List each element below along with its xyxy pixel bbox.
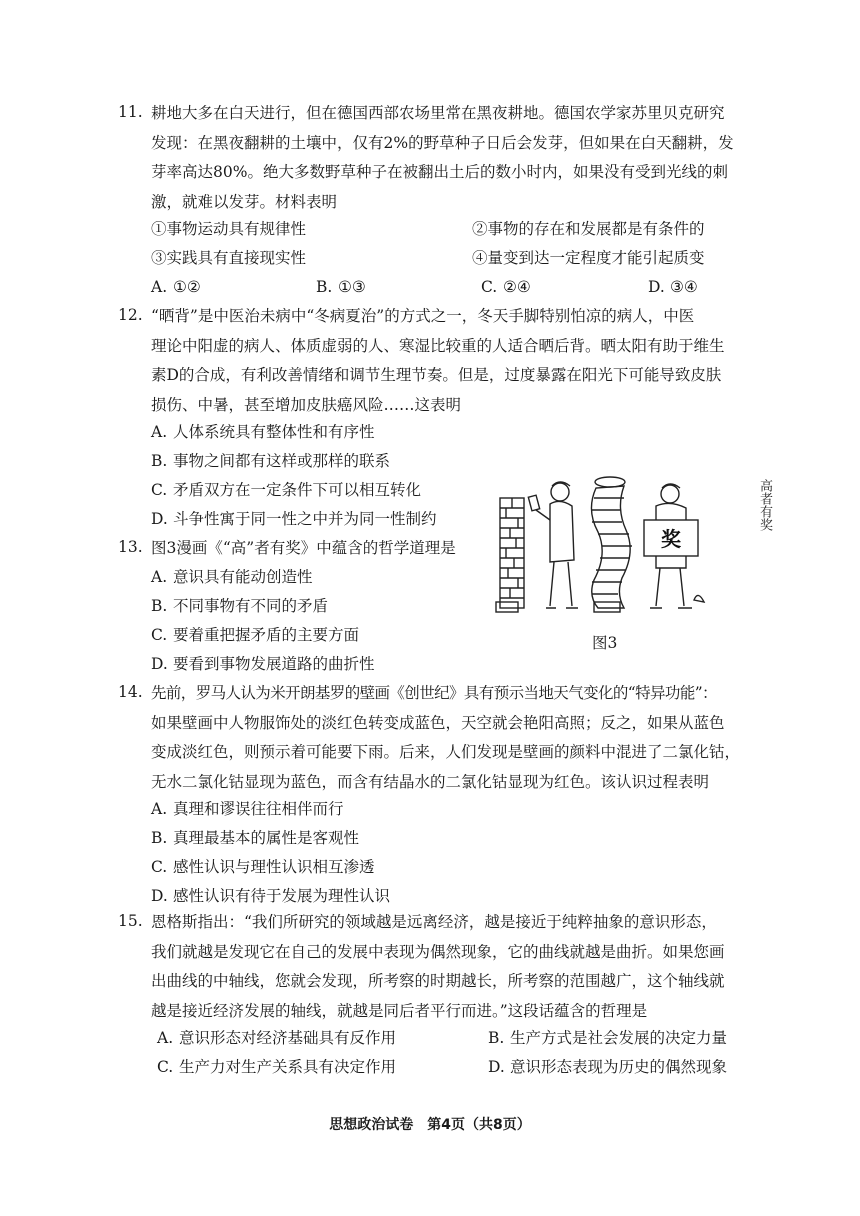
stem-line: 恩格斯指出：“我们所研究的领域越是远离经济，越是接近于纯粹抽象的意识形态， [151, 913, 717, 931]
stem-line: “晒背”是中医治未病中“冬病夏治”的方式之一，冬天手脚特别怕凉的病人，中医 [151, 307, 695, 325]
choice-b[interactable] [151, 447, 390, 476]
choice-label: B. [151, 452, 168, 470]
choice-a[interactable] [151, 418, 375, 447]
choice-label: D. [151, 655, 168, 673]
choice-text: 意识形态对经济基础具有反作用 [179, 1029, 397, 1047]
choice-text: 真理最基本的属性是客观性 [173, 829, 360, 847]
choice-a[interactable] [157, 1024, 396, 1053]
choice-text: 不同事物有不同的矛盾 [173, 597, 329, 615]
question-stem [151, 99, 758, 217]
question-stem [151, 908, 758, 1026]
short-wall-icon [500, 498, 524, 608]
stem-line: 激，就难以发芽。材料表明 [151, 192, 338, 211]
choice-text: ③④ [670, 278, 698, 296]
choice-a[interactable] [151, 273, 201, 302]
statement-4: ④量变到达一定程度才能引起质变 [472, 249, 705, 267]
page-footer: 思想政治试卷 第4页（共8页） [329, 1117, 531, 1133]
choice-a[interactable] [151, 795, 344, 824]
choice-text: ①② [173, 278, 201, 296]
cartoon-figure [490, 470, 772, 650]
question-number: 14. [118, 683, 143, 701]
choice-label: C. [151, 626, 168, 644]
statement-2: ②事物的存在和发展都是有条件的 [472, 220, 705, 238]
choice-label: A. [151, 423, 168, 441]
choice-text: 矛盾双方在一定条件下可以相互转化 [173, 481, 422, 499]
choice-c[interactable] [151, 476, 421, 505]
stem-line: 理论中阳虚的病人、体质虚弱的人、寒湿比较重的人适合晒后背。晒太阳有助于维生 [151, 336, 725, 355]
stem-line: 损伤、中暑，甚至增加皮肤癌风险……这表明 [151, 395, 462, 414]
choice-text: 感性认识与理性认识相互渗透 [173, 858, 375, 876]
stem-line: 如果壁画中人物服饰处的淡红色转变成蓝色，天空就会艳阳高照；反之，如果从蓝色 [151, 713, 725, 732]
choice-c[interactable] [157, 1053, 396, 1082]
choice-b[interactable] [316, 273, 366, 302]
question-stem [151, 679, 758, 797]
choice-b[interactable] [151, 592, 328, 621]
question-stem [151, 302, 758, 420]
stem-line: 变成淡红色，则预示着可能要下雨。后来，人们发现是壁画的颜料中混进了二氯化钴， [151, 743, 741, 761]
question-stem: 图3漫画《“高”者有奖》中蕴含的哲学道理是 [151, 539, 456, 557]
question-13 [118, 534, 478, 564]
choice-c[interactable] [151, 853, 375, 882]
choice-a[interactable] [151, 563, 313, 592]
choice-text: 真理和谬误往往相伴而行 [173, 800, 344, 818]
choice-text: 人体系统具有整体性和有序性 [173, 423, 375, 441]
choice-text: ①③ [338, 278, 366, 296]
choice-label: A. [157, 1029, 174, 1047]
stem-line: 越是接近经济发展的轴线，就越是同后者平行而进。”这段话蕴含的哲理是 [151, 1001, 648, 1020]
stem-line: 先前，罗马人认为米开朗基罗的壁画《创世纪》具有预示当地天气变化的“特异功能”： [151, 684, 717, 702]
question-number: 13. [118, 538, 143, 556]
choice-label: B. [316, 278, 333, 296]
choice-label: C. [481, 278, 498, 296]
choice-label: B. [151, 597, 168, 615]
choice-d[interactable] [648, 273, 698, 302]
choice-text: 意识形态表现为历史的偶然现象 [510, 1058, 728, 1076]
choice-text: 生产力对生产关系具有决定作用 [179, 1058, 397, 1076]
choice-label: C. [151, 481, 168, 499]
choice-text: 斗争性寓于同一性之中并为同一性制约 [173, 510, 437, 528]
choice-label: D. [151, 887, 168, 905]
choice-b[interactable] [151, 824, 359, 853]
question-15 [118, 908, 758, 1026]
stem-line: 芽率高达80%。绝大多数野草种子在被翻出土后的数小时内，如果没有受到光线的刺 [151, 163, 728, 181]
stem-line: 出曲线的中轴线，您就会发现，所考察的时期越长，所考察的范围越广，这个轴线就 [151, 972, 725, 990]
choice-label: C. [151, 858, 168, 876]
worker-head-icon [661, 485, 679, 503]
statement-3: ③实践具有直接现实性 [151, 249, 307, 267]
choice-d[interactable] [151, 882, 390, 911]
choice-label: D. [488, 1058, 505, 1076]
choice-d[interactable] [488, 1053, 727, 1082]
worker-head-icon [551, 483, 569, 501]
choice-text: ②④ [503, 278, 531, 296]
choice-text: 生产方式是社会发展的决定力量 [510, 1029, 728, 1047]
choice-text: 事物之间都有这样或那样的联系 [173, 452, 391, 470]
choice-b[interactable] [488, 1024, 727, 1053]
choice-c[interactable] [151, 621, 359, 650]
award-sign-text: 奖 [661, 527, 681, 551]
stem-line: 素D的合成，有利改善情绪和调节生理节奏。但是，过度暴露在阳光下可能导致皮肤 [151, 366, 722, 384]
question-number: 12. [118, 306, 143, 324]
choice-label: B. [488, 1029, 505, 1047]
cartoon-illustration [490, 470, 772, 620]
choice-label: C. [157, 1058, 174, 1076]
choice-label: D. [151, 510, 168, 528]
figure-caption: 图3 [592, 634, 618, 652]
choice-label: A. [151, 568, 168, 586]
choice-c[interactable] [481, 273, 531, 302]
stem-line: 无水二氯化钴显现为蓝色，而含有结晶水的二氯化钴显现为红色。该认识过程表明 [151, 772, 710, 791]
choice-label: A. [151, 800, 168, 818]
choice-text: 要着重把握矛盾的主要方面 [173, 626, 360, 644]
stem-line: 发现：在黑夜翻耕的土壤中，仅有2%的野草种子日后会发芽，但如果在白天翻耕，发 [151, 133, 734, 152]
choice-d[interactable] [151, 650, 375, 679]
statement-1: ①事物运动具有规律性 [151, 220, 307, 238]
choice-text: 感性认识有待于发展为理性认识 [173, 887, 391, 905]
cartoon-title-text: 高者有奖 [720, 479, 772, 494]
question-11 [118, 99, 758, 217]
question-12 [118, 302, 758, 420]
stem-line: 耕地大多在白天进行，但在德国西部农场里常在黑夜耕地。德国农学家苏里贝克研究 [151, 104, 725, 122]
choice-d[interactable] [151, 505, 437, 534]
choice-label: B. [151, 829, 168, 847]
choice-text: 要看到事物发展道路的曲折性 [173, 655, 375, 673]
choice-label: D. [648, 278, 665, 296]
question-number: 15. [118, 912, 143, 930]
question-number: 11. [118, 103, 143, 121]
choice-text: 意识具有能动创造性 [173, 568, 313, 586]
question-14 [118, 679, 758, 797]
choice-label: A. [151, 278, 168, 296]
stem-line: 我们就越是发现它在自己的发展中表现为偶然现象，它的曲线就越是曲折。如果您画 [151, 942, 725, 961]
tall-crooked-wall-icon [591, 486, 630, 608]
